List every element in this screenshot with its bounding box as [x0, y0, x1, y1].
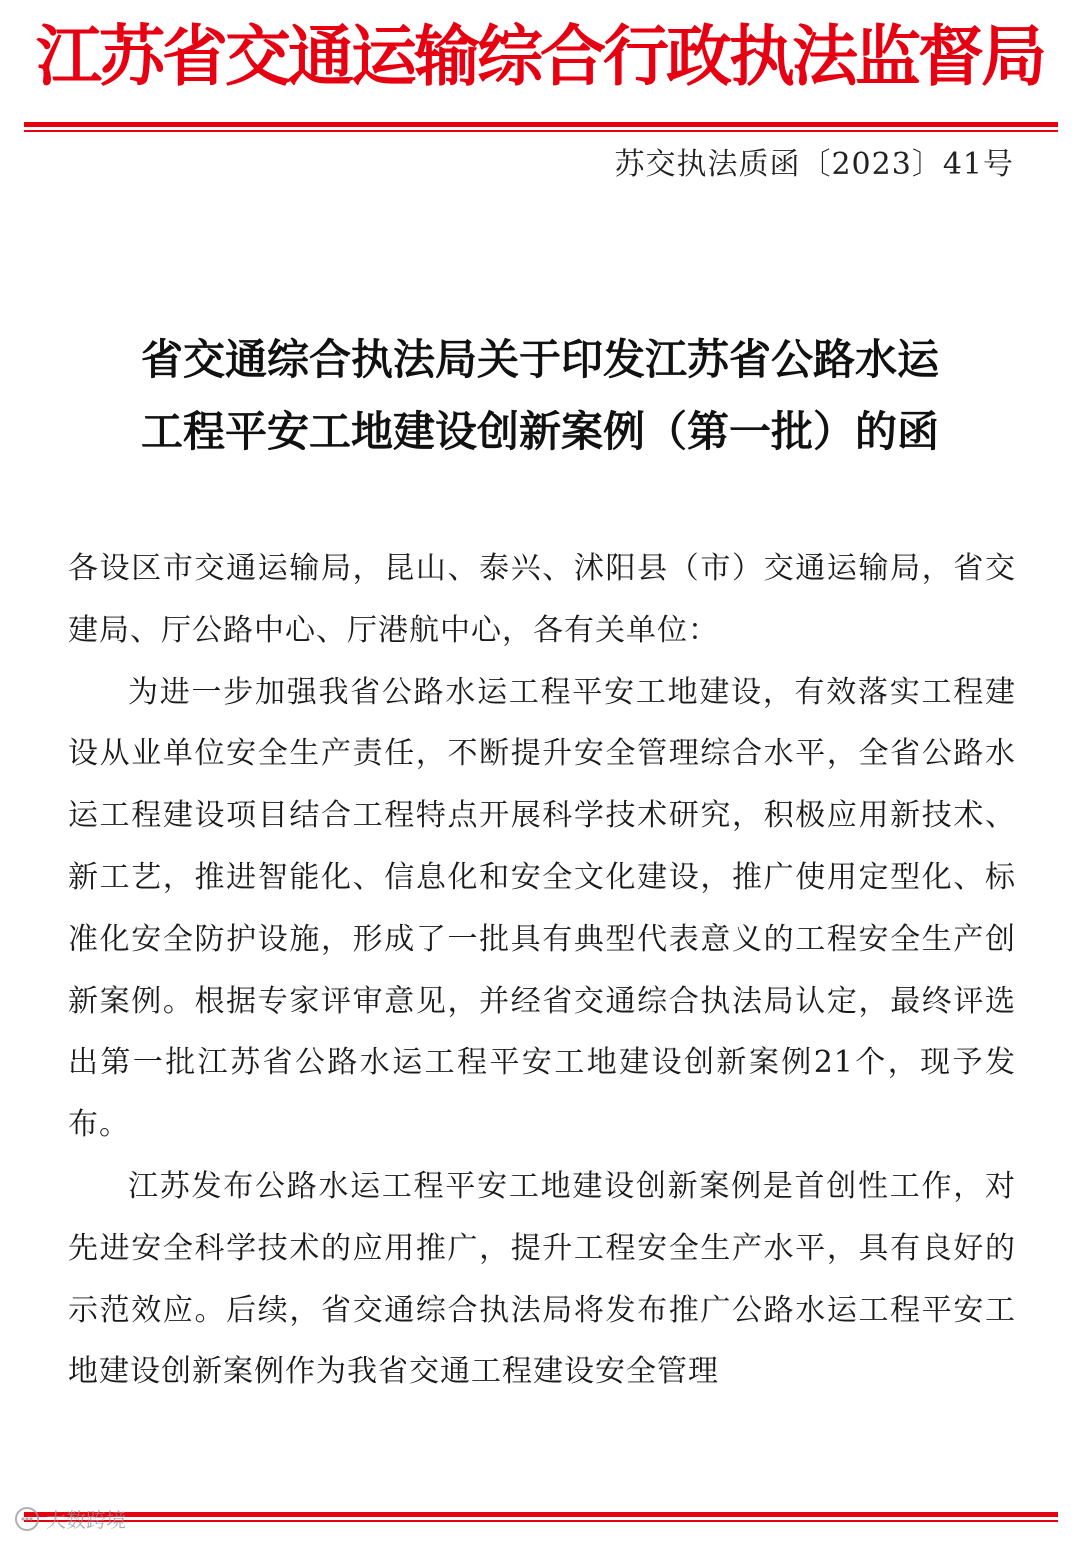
header-red-rule-thin	[24, 130, 1058, 132]
document-number: 苏交执法质函〔2023〕41号	[614, 147, 1014, 182]
header-red-rule-thick	[24, 122, 1058, 127]
footer-red-rule-thick	[24, 1512, 1058, 1517]
footer-red-rule-thin	[24, 1520, 1058, 1522]
title-line-2: 工程平安工地建设创新案例（第一批）的函	[140, 407, 939, 456]
body-paragraph-1: 为进一步加强我省公路水运工程平安工地建设，有效落实工程建设从业单位安全生产责任，不断提升安全管理综合水平，全省公路水运工程建设项目结合工程特点开展科学技术研究，积极应用新技术、新工艺，推进智能化、信息化和安全文化建设，推广使用定型化、标准化安全防护设施，形成了一批具有典型代表意义的工程安全生产创新案例。根据专家评审意见，并经省交通综合执法局认定，最终评选出第一批江苏省公路水运工程平安工地建设创新案例21个，现予发布。	[68, 674, 1016, 1143]
document-title	[60, 324, 1020, 468]
salutation: 各设区市交通运输局，昆山、泰兴、沭阳县（市）交通运输局，省交建局、厅公路中心、厅港航中心，各有关单位：	[68, 551, 1016, 648]
issuer-masthead: 江苏省交通运输综合行政执法监督局	[36, 17, 1044, 95]
body-paragraph-2: 江苏发布公路水运工程平安工地建设创新案例是首创性工作，对先进安全科学技术的应用推广，提升工程安全生产水平，具有良好的示范效应。后续，省交通综合执法局将发布推广公路水运工程平安工地建设创新案例作为我省交通工程建设安全管理	[68, 1168, 1016, 1390]
document-body	[68, 538, 1016, 1403]
watermark-text: 大数跨境	[46, 1508, 126, 1532]
chat-bubble-icon	[14, 1506, 40, 1532]
title-line-1: 省交通综合执法局关于印发江苏省公路水运	[140, 335, 939, 384]
watermark	[14, 1504, 126, 1533]
